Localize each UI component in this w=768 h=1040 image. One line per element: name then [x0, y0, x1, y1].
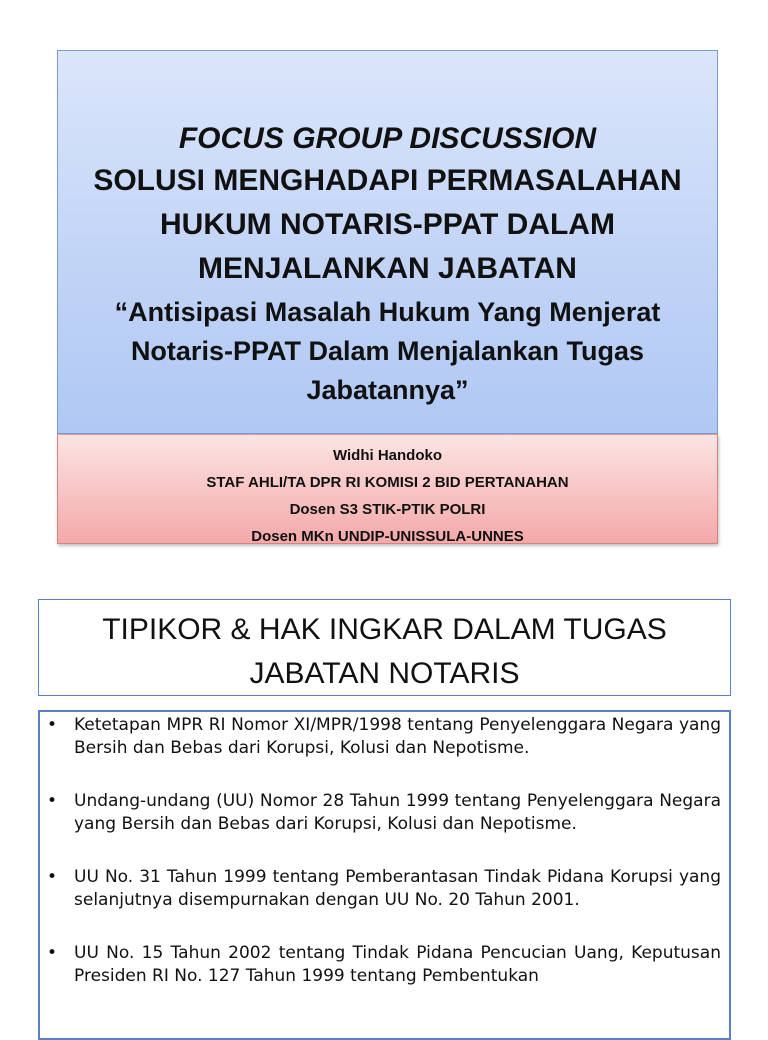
list-item [47, 866, 721, 912]
title-content [58, 119, 717, 410]
list-item-text: UU No. 31 Tahun 1999 tentang Pemberantasan Tindak Pidana Korupsi yang selanjutnya disempurnakan dengan UU No. 20 Tahun 2001. [74, 867, 721, 910]
bullet-icon: • [47, 943, 58, 963]
list-item [47, 942, 721, 988]
list-item [47, 714, 721, 760]
author-info [57, 434, 718, 544]
fgd-heading: FOCUS GROUP DISCUSSION [178, 122, 597, 155]
list-item-text: Undang-undang (UU) Nomor 28 Tahun 1999 tentang Penyelenggara Negara yang Bersih dan Bebas dari Korupsi, Kolusi dan Nepotisme. [74, 791, 721, 834]
regulation-list [38, 710, 731, 1040]
author-role-2: Dosen S3 STIK-PTIK POLRI [289, 501, 486, 518]
list-item [47, 790, 721, 836]
author-name: Widhi Handoko [332, 447, 443, 464]
section-title [38, 599, 731, 696]
subtitle: “Antisipasi Masalah Hukum Yang Menjerat Notaris-PPAT Dalam Menjalankan Tugas Jabatannya” [114, 297, 661, 405]
list-item-text: UU No. 15 Tahun 2002 tentang Tindak Pidana Pencucian Uang, Keputusan Presiden RI No. 127 Tahun 1999 tentang Pembentukan [74, 943, 721, 986]
bullet-list [40, 712, 729, 988]
bullet-icon: • [47, 867, 58, 887]
author-role-3: Dosen MKn UNDIP-UNISSULA-UNNES [251, 528, 524, 545]
main-title: SOLUSI MENGHADAPI PERMASALAHAN HUKUM NOTARIS-PPAT DALAM MENJALANKAN JABATAN [93, 164, 682, 285]
title-slide [57, 50, 718, 434]
author-role-1: STAF AHLI/TA DPR RI KOMISI 2 BID PERTANAHAN [206, 474, 569, 491]
bullet-icon: • [47, 791, 58, 811]
bullet-icon: • [47, 715, 58, 735]
section-heading: TIPIKOR & HAK INGKAR DALAM TUGAS JABATAN NOTARIS [102, 613, 667, 690]
list-item-text: Ketetapan MPR RI Nomor XI/MPR/1998 tentang Penyelenggara Negara yang Bersih dan Bebas dari Korupsi, Kolusi dan Nepotisme. [74, 715, 721, 758]
